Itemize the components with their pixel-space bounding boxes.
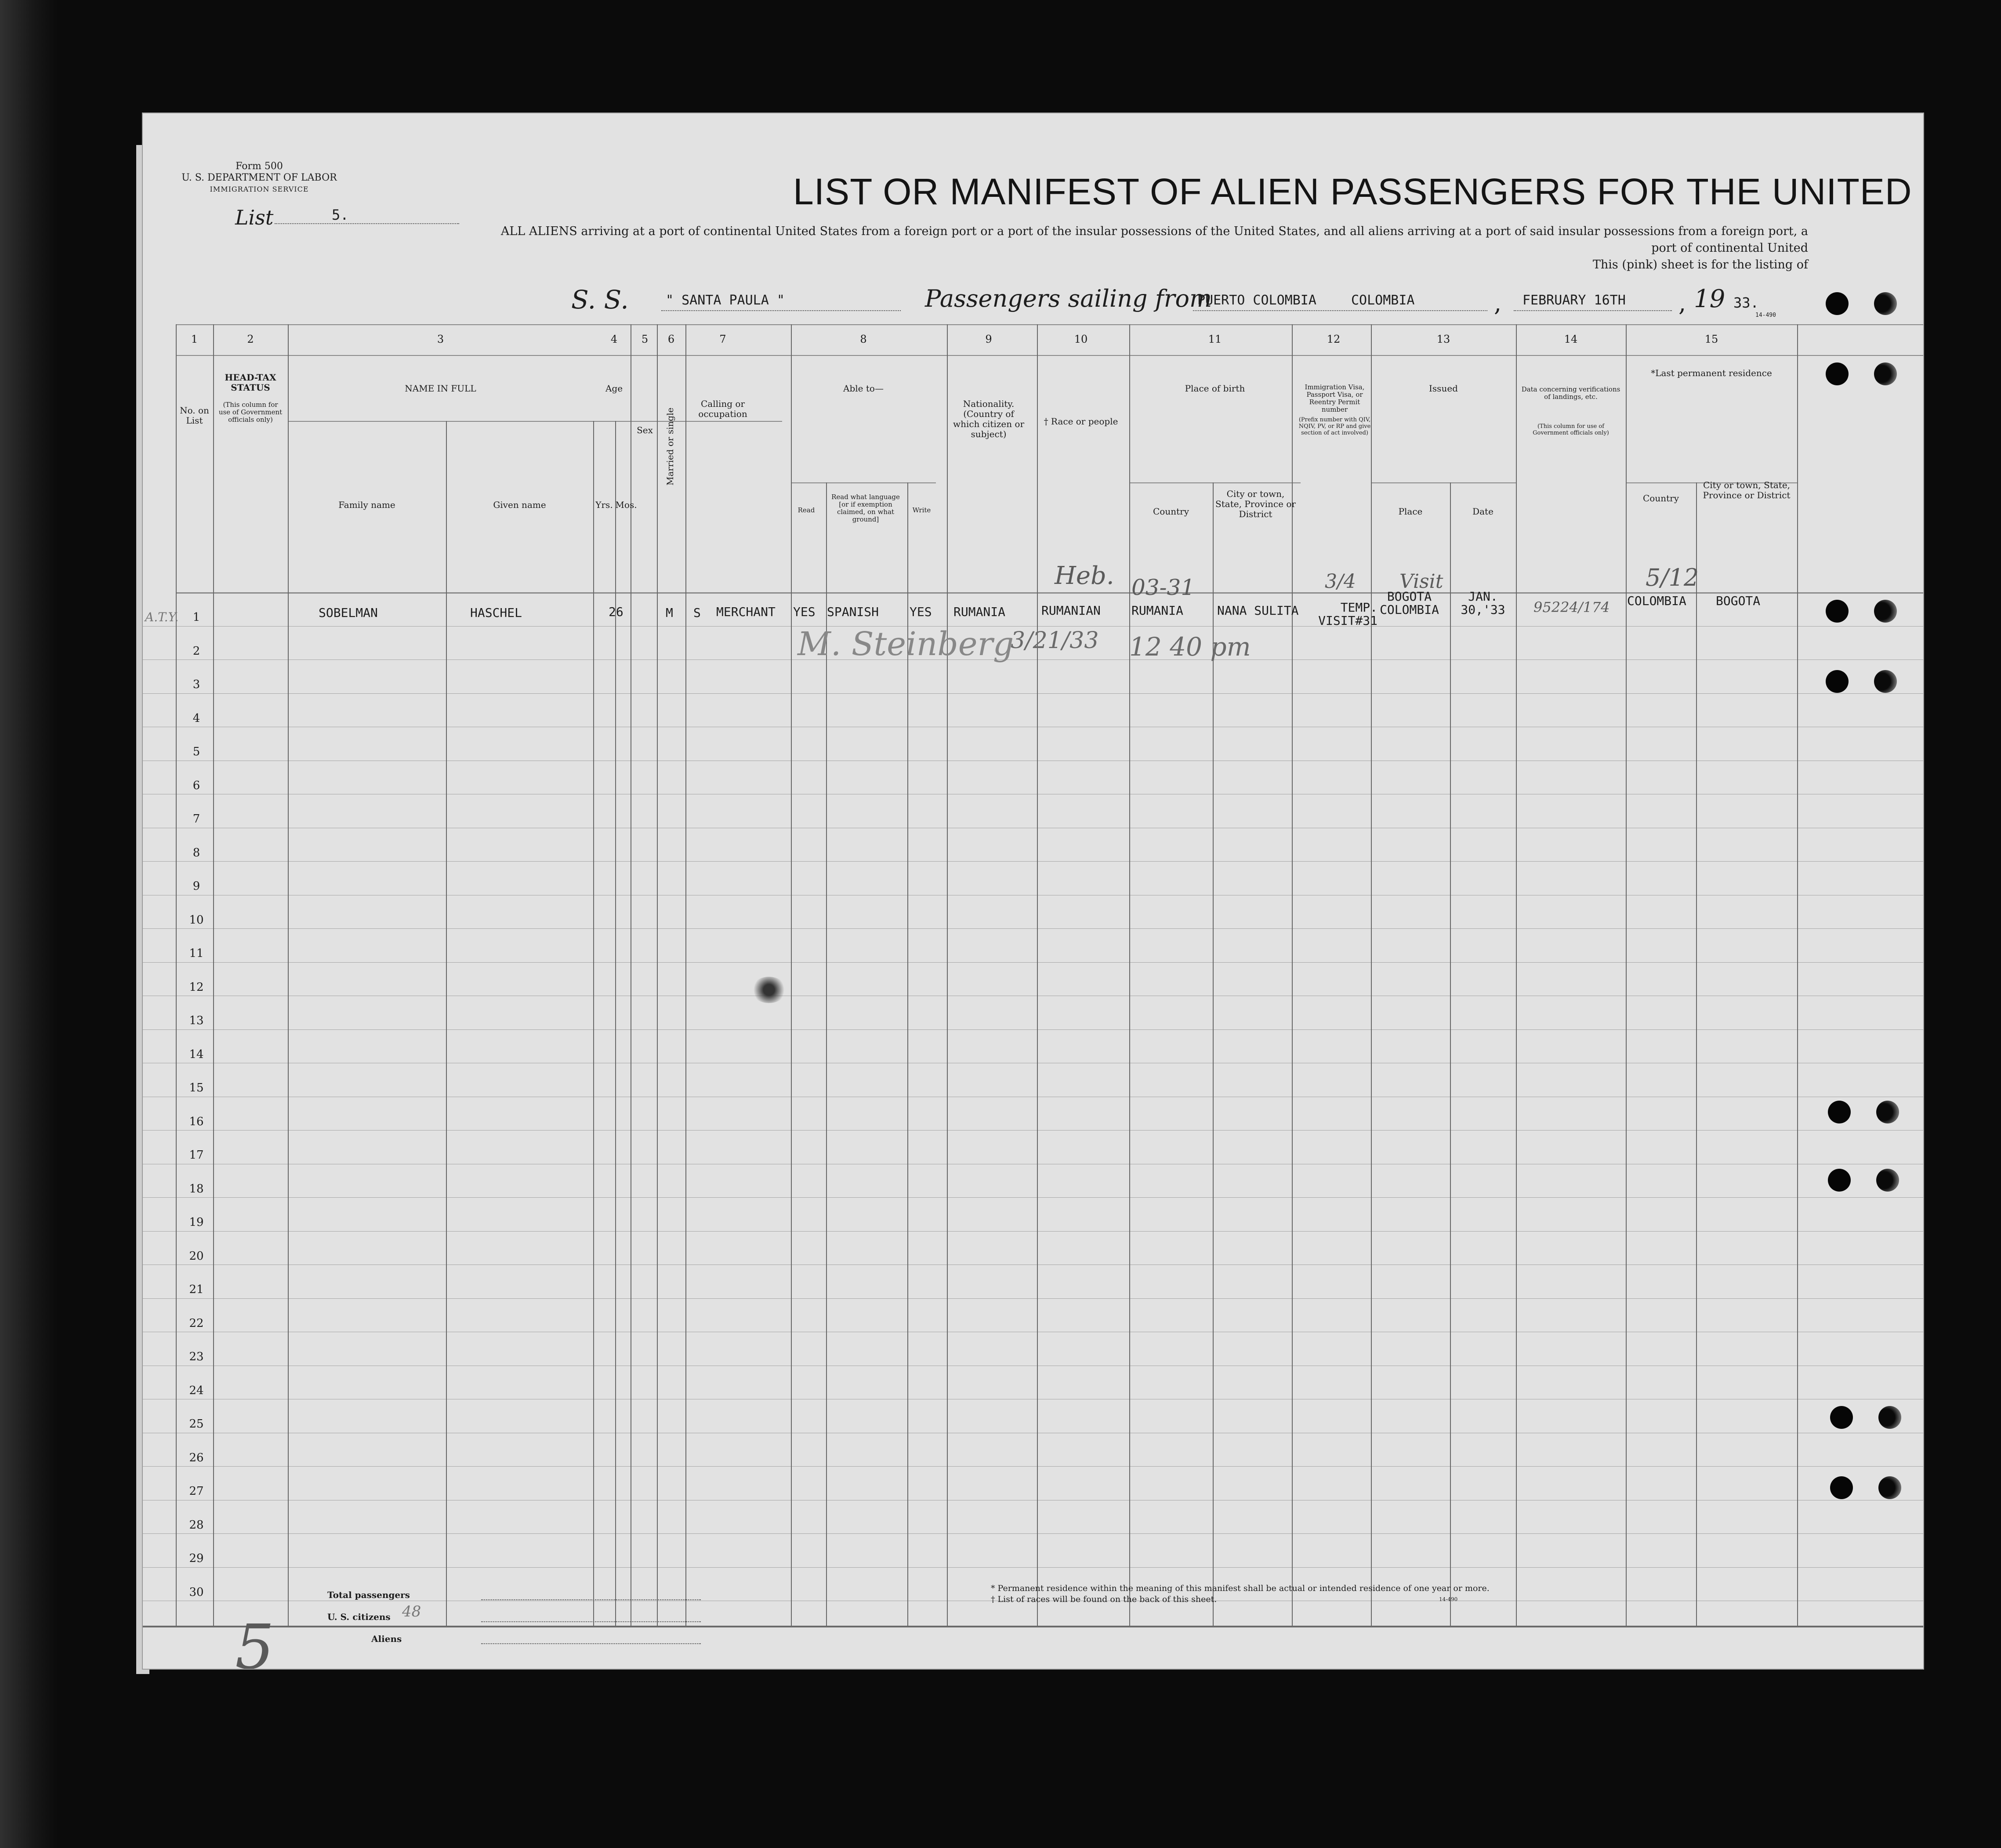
handwritten-birth-note: 03-31	[1131, 575, 1195, 600]
column-number: 2	[247, 333, 254, 345]
form-code: 14-490	[1755, 312, 1776, 319]
footnote-code: 14-490	[1439, 1596, 1458, 1602]
row-number: 26	[189, 1451, 204, 1464]
column-rule	[593, 421, 594, 1626]
column-number: 3	[437, 333, 444, 345]
row-rule	[143, 1567, 1923, 1568]
row-number: 30	[189, 1585, 204, 1599]
margin-mark: A.T.Y.	[145, 610, 179, 624]
issued-date: JAN. 30,'33	[1461, 589, 1505, 617]
separator-comma: ,	[1494, 289, 1502, 317]
column-rule	[446, 421, 447, 1626]
row-rule	[143, 659, 1923, 660]
header-read: Read	[798, 506, 815, 514]
header-mos: Mos.	[615, 500, 637, 510]
visa: TEMP. VISIT#31	[1318, 600, 1378, 628]
list-label: List	[235, 206, 274, 229]
table-top-rule	[176, 324, 1923, 325]
column-number: 5	[641, 333, 649, 345]
row-number: 6	[192, 779, 200, 792]
row-number: 9	[192, 880, 200, 893]
column-number: 1	[191, 333, 198, 345]
ss-label: S. S.	[571, 285, 629, 315]
header-name-in-full: NAME IN FULL	[405, 383, 476, 394]
column-rule	[947, 324, 948, 1626]
race: RUMANIAN	[1041, 603, 1101, 618]
row-rule	[143, 861, 1923, 862]
handwritten-residence-note: 5/12	[1646, 564, 1699, 591]
row-number: 16	[189, 1115, 204, 1128]
inspector-signature: M. Steinberg	[798, 625, 1014, 663]
ship-line	[661, 310, 901, 311]
binder-hole	[1828, 1169, 1851, 1192]
signature-date: 3/21/33	[1011, 627, 1099, 654]
row-rule	[143, 928, 1923, 929]
binder-hole	[1830, 1406, 1853, 1429]
handwritten-visa-note: 3/4	[1325, 570, 1356, 593]
total-passengers-label: Total passengers	[327, 1590, 410, 1600]
header-birth-country: Country	[1153, 506, 1189, 517]
column-number: 9	[985, 333, 992, 345]
header-write: Write	[912, 506, 931, 514]
column-number: 6	[667, 333, 675, 345]
binder-hole	[1878, 1476, 1901, 1499]
row-number: 20	[189, 1249, 204, 1263]
binder-hole	[1830, 1476, 1853, 1499]
row-number: 17	[189, 1149, 204, 1162]
row-rule	[143, 1533, 1923, 1534]
binder-hole	[1826, 600, 1849, 623]
header-last-residence: *Last permanent residence	[1651, 368, 1772, 378]
header-place-of-birth: Place of birth	[1185, 383, 1245, 394]
port-country: COLOMBIA	[1351, 293, 1415, 308]
year-value: 33.	[1733, 294, 1759, 311]
footnote-residence: * Permanent residence within the meaning of this manifest shall be actual or intended residence of one year or more.	[991, 1583, 1490, 1593]
header-issued-date: Date	[1472, 506, 1494, 517]
row-rule	[143, 1298, 1923, 1299]
row-rule	[143, 962, 1923, 963]
column-number: 10	[1074, 333, 1088, 345]
header-birth-city: City or town, State, Province or District	[1215, 489, 1296, 519]
column-rule	[1696, 482, 1697, 1626]
header-residence-country: Country	[1642, 493, 1679, 504]
column-number: 4	[610, 333, 618, 345]
us-citizens-label: U. S. citizens	[327, 1612, 391, 1622]
row-number: 19	[189, 1216, 204, 1229]
row-number: 13	[189, 1014, 204, 1027]
column-rule	[176, 324, 177, 1626]
date-line	[1514, 310, 1672, 311]
language: SPANISH	[827, 605, 879, 619]
column-number: 15	[1704, 333, 1718, 345]
row-rule	[143, 626, 1923, 627]
row-number: 8	[192, 846, 200, 859]
form-number: Form 500	[236, 161, 283, 172]
column-number: 7	[719, 333, 726, 345]
row-rule	[143, 1130, 1923, 1131]
header-data-note: (This column for use of Government officials only)	[1533, 423, 1609, 436]
bottom-mark: 48	[402, 1603, 421, 1620]
row-rule	[143, 1231, 1923, 1232]
ink-blot	[751, 977, 787, 1003]
header-residence-city: City or town, State, Province or District	[1703, 480, 1791, 500]
header-married: Married or single	[665, 407, 675, 486]
binder-hole	[1878, 1406, 1901, 1429]
aliens-label: Aliens	[371, 1634, 402, 1644]
header-head-tax: HEAD-TAX STATUS	[225, 372, 276, 393]
column-rule	[1292, 324, 1293, 1626]
form-header	[165, 161, 354, 195]
voyage-row	[143, 285, 1923, 324]
row-number: 15	[189, 1081, 204, 1094]
ship-name: " SANTA PAULA "	[666, 293, 785, 308]
row-number: 12	[189, 980, 204, 994]
age-years: 26	[609, 605, 624, 619]
subtitle-line-1: ALL ALIENS arriving at a port of continental United States from a foreign port or a port of the insular possessions of the United States, and all aliens arriving at a port of said insular possessions from a foreign port, a port of continental United	[500, 225, 1808, 255]
header-nationality: Nationality. (Country of which citizen or subject)	[953, 399, 1025, 439]
port-line	[1193, 310, 1487, 311]
row-number: 25	[189, 1417, 204, 1431]
list-line	[275, 223, 459, 224]
port-name: PUERTO COLOMBIA	[1197, 293, 1316, 308]
row-number: 22	[189, 1316, 204, 1330]
able-group-rule	[791, 482, 936, 483]
row-number: 21	[189, 1283, 204, 1296]
name-group-rule	[288, 421, 782, 422]
column-rule	[791, 324, 792, 1626]
scan-glare	[0, 0, 57, 1848]
residence-country: COLOMBIA	[1627, 594, 1686, 608]
handwritten-race-note: Heb.	[1055, 562, 1114, 590]
sex: M	[666, 605, 673, 620]
binder-hole	[1874, 600, 1897, 623]
subtitle-line-2: This (pink) sheet is for the listing of	[1592, 258, 1808, 272]
page-title: LIST OR MANIFEST OF ALIEN PASSENGERS FOR THE UNITED	[793, 171, 1912, 212]
header-sex: Sex	[637, 425, 653, 435]
subtitle	[477, 223, 1808, 273]
sailing-label: Passengers sailing from	[925, 285, 1212, 312]
binder-hole	[1874, 670, 1897, 693]
issued-group-rule	[1371, 482, 1516, 483]
header-no-on-list: No. on List	[180, 405, 209, 426]
signature-time: 12 40 pm	[1129, 632, 1251, 662]
aliens-line	[481, 1643, 701, 1644]
binder-hole	[1826, 292, 1849, 315]
sailing-date: FEBRUARY 16TH	[1522, 293, 1626, 308]
can-read: YES	[793, 605, 816, 619]
row-number: 29	[189, 1552, 204, 1565]
column-rule	[1450, 482, 1451, 1626]
header-family-name: Family name	[338, 500, 395, 510]
header-yrs: Yrs.	[595, 500, 613, 510]
row-number: 1	[192, 611, 200, 624]
birth-country: RUMANIA	[1131, 603, 1184, 618]
column-number: 14	[1564, 333, 1578, 345]
us-citizens-line	[481, 1621, 701, 1622]
issued-place: BOGOTA COLOMBIA	[1380, 589, 1439, 617]
binder-hole	[1876, 1169, 1899, 1192]
colnum-rule	[176, 355, 1923, 356]
binder-hole	[1874, 292, 1897, 315]
manifest-sheet	[143, 113, 1923, 1669]
row-rule	[143, 1466, 1923, 1467]
header-visa: Immigration Visa, Passport Visa, or Reentry Permit number	[1305, 383, 1365, 413]
footnote-races: † List of races will be found on the back of this sheet.	[991, 1594, 1217, 1604]
row-rule	[143, 1029, 1923, 1030]
column-number: 13	[1436, 333, 1450, 345]
occupation: MERCHANT	[716, 605, 776, 619]
row-rule	[143, 1197, 1923, 1198]
year-prefix: 19	[1694, 285, 1726, 313]
column-number: 11	[1208, 333, 1222, 345]
header-age: Age	[605, 383, 623, 394]
row-number: 14	[189, 1047, 204, 1061]
row-number: 2	[192, 644, 200, 658]
row-number: 27	[189, 1485, 204, 1498]
column-rule	[1037, 324, 1038, 1626]
binder-hole	[1876, 1101, 1899, 1123]
header-able-to: Able to—	[843, 383, 884, 394]
birth-city: NANA SULITA	[1217, 603, 1299, 618]
column-rule	[1797, 324, 1798, 1626]
column-rule	[685, 324, 686, 1626]
marital-status: S	[693, 605, 701, 620]
given-name: HASCHEL	[470, 605, 522, 620]
header-read-what: Read what language [or if exemption claimed, on what ground]	[831, 493, 900, 523]
row-number: 3	[192, 678, 200, 691]
birth-group-rule	[1129, 482, 1301, 483]
handwritten-verification: 95224/174	[1533, 599, 1610, 616]
header-issued: Issued	[1429, 383, 1458, 394]
binder-hole	[1828, 1101, 1851, 1123]
row-number: 11	[189, 947, 204, 960]
row-rule	[143, 693, 1923, 694]
row-number: 24	[189, 1384, 204, 1397]
row-number: 23	[189, 1350, 204, 1363]
header-data-concerning: Data concerning verifications of landings, etc.	[1521, 385, 1620, 401]
binder-hole	[1826, 362, 1849, 385]
column-rule	[288, 324, 289, 1626]
column-rule	[1516, 324, 1517, 1626]
binder-hole	[1826, 670, 1849, 693]
header-given-name: Given name	[493, 500, 546, 510]
residence-city: BOGOTA	[1716, 594, 1761, 608]
column-number: 12	[1327, 333, 1341, 345]
service: IMMIGRATION SERVICE	[210, 185, 309, 193]
nationality: RUMANIA	[953, 605, 1006, 619]
list-value: 5.	[332, 207, 349, 223]
total-passengers-line	[481, 1599, 701, 1600]
binder-hole	[1874, 362, 1897, 385]
row-number: 4	[192, 711, 200, 725]
column-rule	[1129, 324, 1130, 1626]
column-number: 8	[860, 333, 867, 345]
column-rule	[1371, 324, 1372, 1626]
header-race: † Race or people	[1044, 416, 1118, 427]
department: U. S. DEPARTMENT OF LABOR	[181, 172, 337, 183]
row-number: 5	[192, 745, 200, 758]
header-calling: Calling or occupation	[698, 399, 747, 419]
table-bottom-rule	[143, 1626, 1923, 1627]
header-issued-place: Place	[1398, 506, 1423, 517]
header-head-tax-note: (This column for use of Government officials only)	[218, 401, 283, 424]
column-rule	[657, 324, 658, 1626]
handwritten-issued-note: Visit	[1399, 570, 1443, 593]
row-number: 28	[189, 1518, 204, 1532]
family-name: SOBELMAN	[319, 605, 378, 620]
row-number: 7	[192, 812, 200, 826]
column-rule	[1626, 324, 1627, 1626]
header-visa-note: (Prefix number with QIV, NQIV, PV, or RP and give section of act involved)	[1298, 417, 1371, 436]
separator-comma: ,	[1678, 289, 1686, 317]
margin-number: 5	[235, 1612, 275, 1669]
row-number: 10	[189, 913, 204, 927]
row-number: 18	[189, 1182, 204, 1196]
can-write: YES	[910, 605, 932, 619]
column-rule	[615, 421, 616, 1626]
